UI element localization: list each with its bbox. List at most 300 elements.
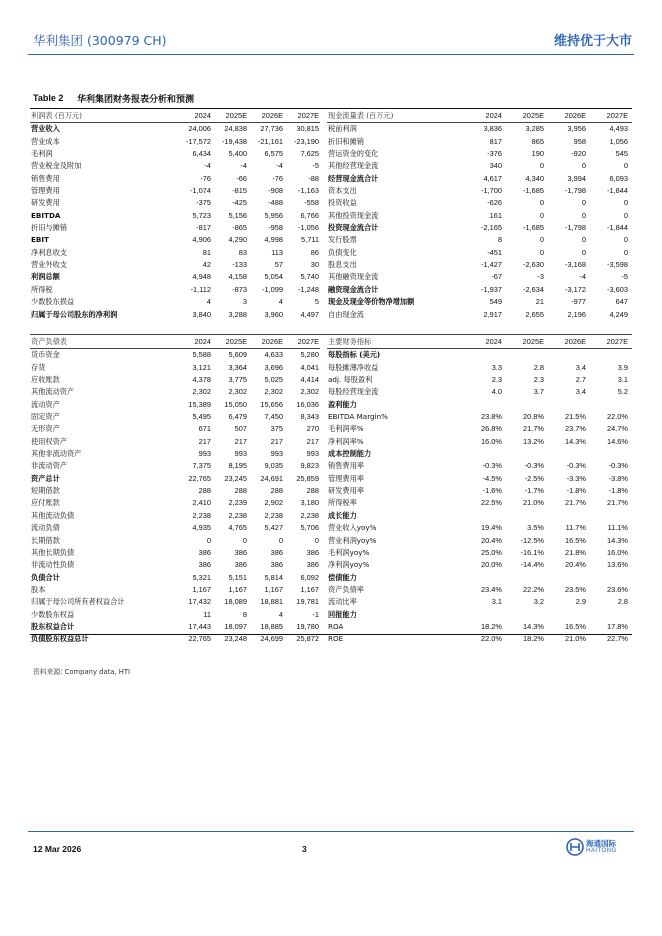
row-value: -16.1% xyxy=(520,547,544,557)
row-value: 2,238 xyxy=(228,510,247,520)
row-value: 20.4% xyxy=(565,560,586,570)
row-value: 9,823 xyxy=(300,461,319,471)
row-label: 非流动性负债 xyxy=(31,560,75,570)
row-value: 19,780 xyxy=(296,621,319,631)
row-value: 5,427 xyxy=(264,523,283,533)
row-label: 营运资金的变化 xyxy=(328,149,379,159)
column-header-year: 2025E xyxy=(225,111,247,120)
data-source-note: 资料来源: Company data, HTI xyxy=(33,668,131,676)
row-value: 22,765 xyxy=(188,473,211,483)
row-label: 净利润yoy% xyxy=(328,560,370,570)
table-row xyxy=(327,160,632,172)
row-value: 288 xyxy=(270,486,283,496)
row-value: 2,196 xyxy=(567,309,586,319)
row-label: 股息支出 xyxy=(328,260,357,270)
row-value: 7,625 xyxy=(300,149,319,159)
table-row xyxy=(327,485,632,497)
row-value: 4,998 xyxy=(264,235,283,245)
row-value: 2,238 xyxy=(300,510,319,520)
row-value: 4,378 xyxy=(192,375,211,385)
row-value: 6,575 xyxy=(264,149,283,159)
table-row xyxy=(30,349,320,361)
row-value: 17,432 xyxy=(188,597,211,607)
column-header-year: 2026E xyxy=(564,337,586,346)
table-row xyxy=(327,559,632,571)
table-row xyxy=(30,535,320,547)
row-value: 3.4 xyxy=(575,362,586,372)
row-label: adj. 每股盈利 xyxy=(328,375,373,385)
row-value: 1,056 xyxy=(609,136,628,146)
row-label: 成本控制能力 xyxy=(328,449,372,459)
row-label: 其他经营现金流 xyxy=(328,161,379,171)
row-value: 217 xyxy=(306,436,319,446)
row-label: 其他投资现金流 xyxy=(328,210,379,220)
row-value: 13.2% xyxy=(523,436,544,446)
table-row xyxy=(30,222,320,234)
row-value: 3,956 xyxy=(567,124,586,134)
row-label: 毛利润 xyxy=(31,149,53,159)
row-label: 发行股票 xyxy=(328,235,357,245)
row-value: -17,572 xyxy=(185,136,211,146)
row-value: -88 xyxy=(308,173,319,183)
row-value: 16.5% xyxy=(565,621,586,631)
row-label: 营业收入 xyxy=(31,124,60,134)
table-row xyxy=(30,547,320,559)
row-value: 6,092 xyxy=(300,572,319,582)
row-value: 1,167 xyxy=(264,584,283,594)
table-row xyxy=(30,497,320,509)
row-value: 817 xyxy=(489,136,502,146)
row-label: 自由现金流 xyxy=(328,309,364,319)
row-value: 5,814 xyxy=(264,572,283,582)
row-label: 研发费用率 xyxy=(328,486,364,496)
table-row xyxy=(327,185,632,197)
row-label: 毛利润yoy% xyxy=(328,547,370,557)
row-value: 21.7% xyxy=(523,424,544,434)
row-value: 83 xyxy=(238,247,247,257)
row-value: -2,630 xyxy=(523,260,544,270)
row-value: -2.5% xyxy=(524,473,544,483)
row-value: -3,172 xyxy=(565,284,586,294)
row-label: 净利息收支 xyxy=(31,247,67,257)
row-label: 管理费用 xyxy=(31,186,60,196)
row-value: 217 xyxy=(234,436,247,446)
row-value: -1,248 xyxy=(298,284,319,294)
row-value: -1,798 xyxy=(565,186,586,196)
row-value: -3,168 xyxy=(565,260,586,270)
row-value: 3,696 xyxy=(264,362,283,372)
table-row xyxy=(327,234,632,246)
table-row xyxy=(327,436,632,448)
row-value: 4,340 xyxy=(525,173,544,183)
table-row xyxy=(327,374,632,386)
row-value: 25,859 xyxy=(296,473,319,483)
row-value: 22.7% xyxy=(607,634,628,644)
table-row xyxy=(327,497,632,509)
table-row xyxy=(30,386,320,398)
row-value: 3.2 xyxy=(533,597,544,607)
row-label: ROA xyxy=(328,621,344,631)
table-row xyxy=(327,572,632,584)
row-value: 20.4% xyxy=(481,535,502,545)
table-row xyxy=(30,197,320,209)
row-value: 2,655 xyxy=(525,309,544,319)
row-value: 23.7% xyxy=(565,424,586,434)
row-label: 营业利润yoy% xyxy=(328,535,377,545)
row-value: 217 xyxy=(198,436,211,446)
row-label: 流动比率 xyxy=(328,597,357,607)
row-label: 所得税率 xyxy=(328,498,357,508)
row-value: 23.5% xyxy=(565,584,586,594)
row-value: 2.8 xyxy=(533,362,544,372)
row-value: 2,410 xyxy=(192,498,211,508)
row-label: 每股摊薄净收益 xyxy=(328,362,379,372)
table-row xyxy=(327,584,632,596)
row-label: 使用权资产 xyxy=(31,436,67,446)
row-label: 营业税金及附加 xyxy=(31,161,82,171)
row-value: -21,161 xyxy=(257,136,283,146)
row-value: 545 xyxy=(615,149,628,159)
row-value: 23.4% xyxy=(481,584,502,594)
row-value: 5,711 xyxy=(301,235,319,245)
table-row xyxy=(30,185,320,197)
row-value: 386 xyxy=(270,547,283,557)
row-value: 8 xyxy=(242,609,247,619)
row-label: 归属于母公司股东的净利润 xyxy=(31,309,118,319)
row-label: 其他流动资产 xyxy=(31,387,75,397)
table-row xyxy=(30,296,320,308)
row-label: 资产总计 xyxy=(31,473,60,483)
row-value: 8,343 xyxy=(300,412,319,422)
row-value: 647 xyxy=(615,297,628,307)
row-value: 386 xyxy=(306,547,319,557)
row-value: 0 xyxy=(539,198,544,208)
balance-header-row xyxy=(30,336,320,349)
row-value: -1.6% xyxy=(482,486,502,496)
row-value: 21.7% xyxy=(607,498,628,508)
row-value: 23,248 xyxy=(224,634,247,644)
row-value: -817 xyxy=(196,223,211,233)
row-value: -977 xyxy=(571,297,586,307)
row-value: 24,691 xyxy=(260,473,283,483)
row-label: 少数股东权益 xyxy=(31,609,75,619)
column-header-year: 2024 xyxy=(485,111,502,120)
row-value: -1,798 xyxy=(565,223,586,233)
row-value: 5,054 xyxy=(264,272,283,282)
table-row xyxy=(30,284,320,296)
row-value: 2,302 xyxy=(264,387,283,397)
row-value: 3,364 xyxy=(228,362,247,372)
table-row xyxy=(327,473,632,485)
table-row xyxy=(327,621,632,633)
row-value: 0 xyxy=(581,161,586,171)
row-value: 2,238 xyxy=(192,510,211,520)
row-value: 5,321 xyxy=(192,572,211,582)
row-label: 短期借款 xyxy=(31,486,60,496)
row-label: 负债股东权益总计 xyxy=(31,634,89,644)
table-row xyxy=(30,271,320,283)
cashflow-header-row xyxy=(327,110,632,123)
row-value: 4,290 xyxy=(228,235,247,245)
row-value: 0 xyxy=(623,247,628,257)
table-row xyxy=(30,247,320,259)
table-row xyxy=(327,633,632,645)
report-date: 12 Mar 2026 xyxy=(33,844,82,854)
row-value: 16,036 xyxy=(296,399,319,409)
row-value: 14.3% xyxy=(523,621,544,631)
row-value: -873 xyxy=(232,284,247,294)
row-value: -1,427 xyxy=(481,260,502,270)
column-header-year: 2026E xyxy=(564,111,586,120)
row-value: 288 xyxy=(198,486,211,496)
row-value: 6,479 xyxy=(228,412,247,422)
table-row xyxy=(30,522,320,534)
row-value: 0 xyxy=(623,198,628,208)
row-value: 15,656 xyxy=(260,399,283,409)
row-value: 4.0 xyxy=(491,387,502,397)
column-header-year: 2025E xyxy=(522,111,544,120)
row-value: 19.4% xyxy=(481,523,502,533)
row-label: 营业成本 xyxy=(31,136,60,146)
table-caption xyxy=(30,92,632,106)
table-number: Table 2 xyxy=(33,93,64,103)
table-row xyxy=(30,609,320,621)
row-label: 少数股东损益 xyxy=(31,297,75,307)
row-value: 3.1 xyxy=(491,597,502,607)
row-value: -4 xyxy=(276,161,283,171)
row-value: 386 xyxy=(306,560,319,570)
row-value: 7,450 xyxy=(264,412,283,422)
row-label: 其他流动负债 xyxy=(31,510,75,520)
row-label: 存货 xyxy=(31,362,46,372)
row-value: 288 xyxy=(306,486,319,496)
cashflow-statement xyxy=(327,110,632,321)
row-value: 16.0% xyxy=(481,436,502,446)
table-row xyxy=(327,448,632,460)
row-value: 25.0% xyxy=(481,547,502,557)
section-divider xyxy=(30,334,632,335)
row-value: 5,280 xyxy=(300,350,319,360)
row-label: 营业收入yoy% xyxy=(328,523,377,533)
row-value: 3.5% xyxy=(527,523,544,533)
row-value: -1,685 xyxy=(523,186,544,196)
row-value: 993 xyxy=(198,449,211,459)
row-value: -1.8% xyxy=(566,486,586,496)
row-value: 0 xyxy=(623,210,628,220)
row-value: 5,723 xyxy=(192,210,211,220)
row-value: 958 xyxy=(573,136,586,146)
footer-divider xyxy=(28,831,634,832)
row-value: -0.3% xyxy=(608,461,628,471)
table-row xyxy=(327,547,632,559)
row-value: 1,167 xyxy=(228,584,247,594)
row-label: 偿债能力 xyxy=(328,572,357,582)
row-value: -2,634 xyxy=(523,284,544,294)
page-number: 3 xyxy=(302,844,307,854)
row-value: 1,167 xyxy=(192,584,211,594)
row-value: 0 xyxy=(539,210,544,220)
row-label: 投资现金流合计 xyxy=(328,223,379,233)
table-row xyxy=(327,296,632,308)
row-value: 15,389 xyxy=(188,399,211,409)
row-value: 30 xyxy=(310,260,319,270)
table-row xyxy=(30,160,320,172)
row-value: 27,736 xyxy=(260,124,283,134)
row-value: 2,239 xyxy=(228,498,247,508)
row-label: 每股指标 (美元) xyxy=(328,350,381,360)
table-row xyxy=(327,247,632,259)
table-row xyxy=(327,386,632,398)
row-label: 管理费用率 xyxy=(328,473,364,483)
table-row xyxy=(327,609,632,621)
table-row xyxy=(327,460,632,472)
report-rating: 维持优于大市 xyxy=(553,34,632,49)
column-header-year: 2027E xyxy=(606,337,628,346)
row-value: 2,902 xyxy=(264,498,283,508)
row-value: 42 xyxy=(202,260,211,270)
row-value: 11.1% xyxy=(607,523,628,533)
table-row xyxy=(327,535,632,547)
row-value: -76 xyxy=(272,173,283,183)
row-label: 其他融资现金流 xyxy=(328,272,379,282)
row-label: 负债变化 xyxy=(328,247,357,257)
row-value: -14.4% xyxy=(520,560,544,570)
row-value: 4 xyxy=(206,297,211,307)
row-label: 长期借款 xyxy=(31,535,60,545)
row-value: -66 xyxy=(236,173,247,183)
row-value: 24.7% xyxy=(607,424,628,434)
row-value: 0 xyxy=(623,161,628,171)
row-label: 折旧和摊销 xyxy=(328,136,364,146)
row-value: 6,093 xyxy=(609,173,628,183)
logo-english-text: HAITONG xyxy=(586,848,617,854)
row-label: 货币资金 xyxy=(31,350,60,360)
row-value: 113 xyxy=(271,247,283,257)
row-value: 18.2% xyxy=(523,634,544,644)
row-value: 4,041 xyxy=(300,362,319,372)
row-value: 549 xyxy=(489,297,502,307)
column-header-year: 2025E xyxy=(225,337,247,346)
column-header-label: 利润表 (百万元) xyxy=(31,111,83,120)
row-value: -1,056 xyxy=(298,223,319,233)
row-value: 22.0% xyxy=(607,412,628,422)
row-value: 5,495 xyxy=(192,412,211,422)
row-value: 2.9 xyxy=(575,597,586,607)
row-value: -4 xyxy=(204,161,211,171)
row-value: 993 xyxy=(270,449,283,459)
table-row xyxy=(30,210,320,222)
column-header-year: 2024 xyxy=(194,111,211,120)
table-row xyxy=(30,362,320,374)
row-value: 18,097 xyxy=(224,621,247,631)
row-value: 4 xyxy=(278,297,283,307)
table-row xyxy=(30,173,320,185)
haitong-logo-icon xyxy=(566,838,584,856)
row-value: 18.2% xyxy=(481,621,502,631)
row-value: 4 xyxy=(278,609,283,619)
row-value: 3.9 xyxy=(617,362,628,372)
table-row xyxy=(327,362,632,374)
row-value: 23.8% xyxy=(481,412,502,422)
row-label: 流动负债 xyxy=(31,523,60,533)
table-row xyxy=(30,123,320,135)
row-value: 21.0% xyxy=(565,634,586,644)
row-value: 3,180 xyxy=(300,498,319,508)
table-row xyxy=(30,584,320,596)
row-value: -920 xyxy=(571,149,586,159)
table-title: 华利集团财务报表分析和预测 xyxy=(77,95,195,105)
table-row xyxy=(30,633,320,645)
table-row xyxy=(30,460,320,472)
row-value: -626 xyxy=(487,198,502,208)
row-value: 81 xyxy=(202,247,211,257)
table-row xyxy=(30,148,320,160)
table-row xyxy=(327,522,632,534)
row-value: 24,838 xyxy=(224,124,247,134)
row-value: 25,872 xyxy=(296,634,319,644)
row-value: 161 xyxy=(489,210,502,220)
row-value: 18,885 xyxy=(260,621,283,631)
row-label: 应收账款 xyxy=(31,375,60,385)
row-value: 0 xyxy=(581,235,586,245)
row-value: -1,163 xyxy=(298,186,319,196)
table-row xyxy=(30,259,320,271)
row-value: 22.0% xyxy=(481,634,502,644)
row-value: 5,400 xyxy=(228,149,247,159)
row-value: -558 xyxy=(304,198,319,208)
row-value: 4,497 xyxy=(300,309,319,319)
row-value: -1,685 xyxy=(523,223,544,233)
table-row xyxy=(327,222,632,234)
row-value: 2.3 xyxy=(491,375,502,385)
row-label: 股东权益合计 xyxy=(31,621,75,631)
row-value: 3.7 xyxy=(533,387,544,397)
table-bottom-rule xyxy=(30,634,632,635)
row-value: -133 xyxy=(232,260,247,270)
row-value: -3.3% xyxy=(566,473,586,483)
row-value: 4,158 xyxy=(228,272,247,282)
row-label: 资本支出 xyxy=(328,186,357,196)
row-value: -5 xyxy=(312,161,319,171)
row-value: 4,633 xyxy=(264,350,283,360)
row-label: 回报能力 xyxy=(328,609,357,619)
row-value: 57 xyxy=(274,260,283,270)
table-row xyxy=(327,596,632,608)
row-value: -1,074 xyxy=(190,186,211,196)
row-value: 0 xyxy=(581,247,586,257)
row-value: 6,434 xyxy=(192,149,211,159)
row-label: 经营现金流合计 xyxy=(328,173,379,183)
table-row xyxy=(30,510,320,522)
income-statement xyxy=(30,110,320,321)
row-value: 22.2% xyxy=(523,584,544,594)
row-value: 15,050 xyxy=(224,399,247,409)
row-value: 375 xyxy=(270,424,283,434)
row-label: 每股经营现金流 xyxy=(328,387,379,397)
row-value: 3,960 xyxy=(264,309,283,319)
table-row xyxy=(327,411,632,423)
income-header-row xyxy=(30,110,320,123)
row-label: 归属于母公司所有者权益合计 xyxy=(31,597,125,607)
row-label: 研发费用 xyxy=(31,198,60,208)
column-header-year: 2027E xyxy=(297,337,319,346)
row-value: 671 xyxy=(198,424,211,434)
row-value: -23,190 xyxy=(293,136,319,146)
row-value: 3,840 xyxy=(192,309,211,319)
row-label: 折旧与摊销 xyxy=(31,223,67,233)
row-value: 2,238 xyxy=(264,510,283,520)
row-value: 1,167 xyxy=(300,584,319,594)
